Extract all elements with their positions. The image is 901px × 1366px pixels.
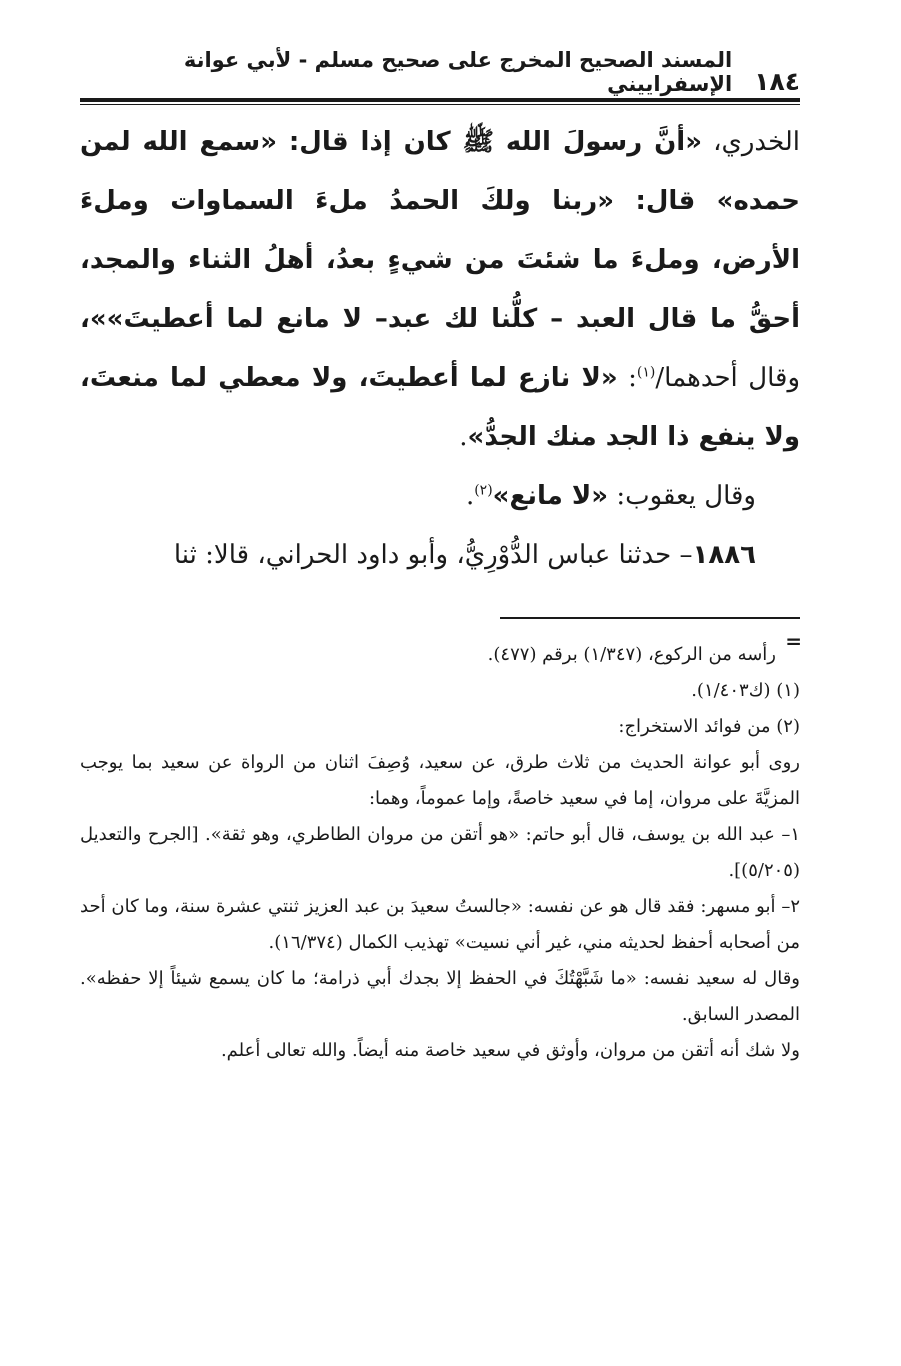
hadith-text: «لا مانع» [492,481,609,511]
main-text [80,113,800,585]
header-rule-thin [80,104,800,105]
hadith-number: ١٨٨٦ [692,540,756,570]
running-title: المسند الصحيح المخرج على صحيح مسلم - لأبي عوانة الإسفراييني [183,48,733,96]
text-segment: وقال أحدهما/ [655,363,801,393]
header-rule-thick [80,98,800,102]
footnotes [80,629,802,1069]
footnote-1: (١) (ك١/٤٠٣). [691,680,800,701]
footnote-separator [500,617,800,619]
page-number: ١٨٤ [754,67,800,96]
footnote-ref-1[interactable]: (١) [636,364,656,381]
footnote-line: روى أبو عوانة الحديث من ثلاث طرق، عن سعيد، وُصِفَ اثنان من الرواة عن سعيد بما يوجب المزيَّةَ على مروان، إما في سعيد خاصةً، وإما عموماً، وهما: [80,752,800,809]
footnote-line: ولا شك أنه أتقن من مروان، وأوثق في سعيد خاصة منه أيضاً. والله تعالى أعلم. [220,1040,800,1061]
running-header [80,48,800,96]
hadith-text: «سمع الله لمن حمده» قال: «ربنا ولكَ الحمدُ ملءَ السماوات وملءَ الأرض، وملءَ ما شئتَ من شيءٍ بعدُ، أهلُ الثناء والمجد، أحقُّ ما قال العبد – كلُّنا لك عبد– لا مانع لما أعطيتَ»»، [80,127,800,334]
footnote-line: ١– عبد الله بن يوسف، قال أبو حاتم: «هو أتقن من مروان الطاطري، وهو ثقة». [الجرح والتعديل (٥/٢٠٥)]. [80,824,800,881]
hadith-text: «لا نازع لما أعطيتَ، ولا معطي لما منعتَ، ولا ينفع ذا الجد منك الجدُّ» [80,363,800,452]
text-segment: : [617,363,637,393]
footnote-line: ٢– أبو مسهر: فقد قال هو عن نفسه: «جالستُ سعيدَ بن عبد العزيز ثنتي عشرة سنة، وما كان أحد من أصحابه أحفظ لحديثه مني، غير أني نسيت» تهذيب الكمال (١٦/٣٧٤). [80,896,800,953]
footnote-line: وقال له سعيد نفسه: «ما شَبَّهْتُكَ في الحفظ إلا بجدك أبي ذرامة؛ ما كان يسمع شيئاً إلا حفظه». المصدر السابق. [80,968,800,1025]
hadith-entry [80,526,800,585]
text-segment: وقال يعقوب: [608,481,756,511]
footnote-2: (٢) من فوائد الاستخراج: [618,716,800,737]
footnote-ref-2[interactable]: (٢) [474,482,493,499]
hadith-text: «أنَّ رسولَ الله ﷺ كان إذا قال: [277,127,703,157]
text-segment: . [459,422,468,452]
isnad-text: – حدثنا عباس الدُّوْرِيُّ، وأبو داود الحراني، قالا: ثنا [173,540,693,570]
text-segment: الخدري، [702,127,800,157]
continuation-mark: = [785,629,802,653]
hadith-paragraph [80,113,800,467]
footnote-line: رأسه من الركوع، (١/٣٤٧) برقم (٤٧٧). [487,644,776,665]
text-segment: . [465,481,475,511]
book-page [80,48,802,1069]
narrator-note [80,467,800,526]
